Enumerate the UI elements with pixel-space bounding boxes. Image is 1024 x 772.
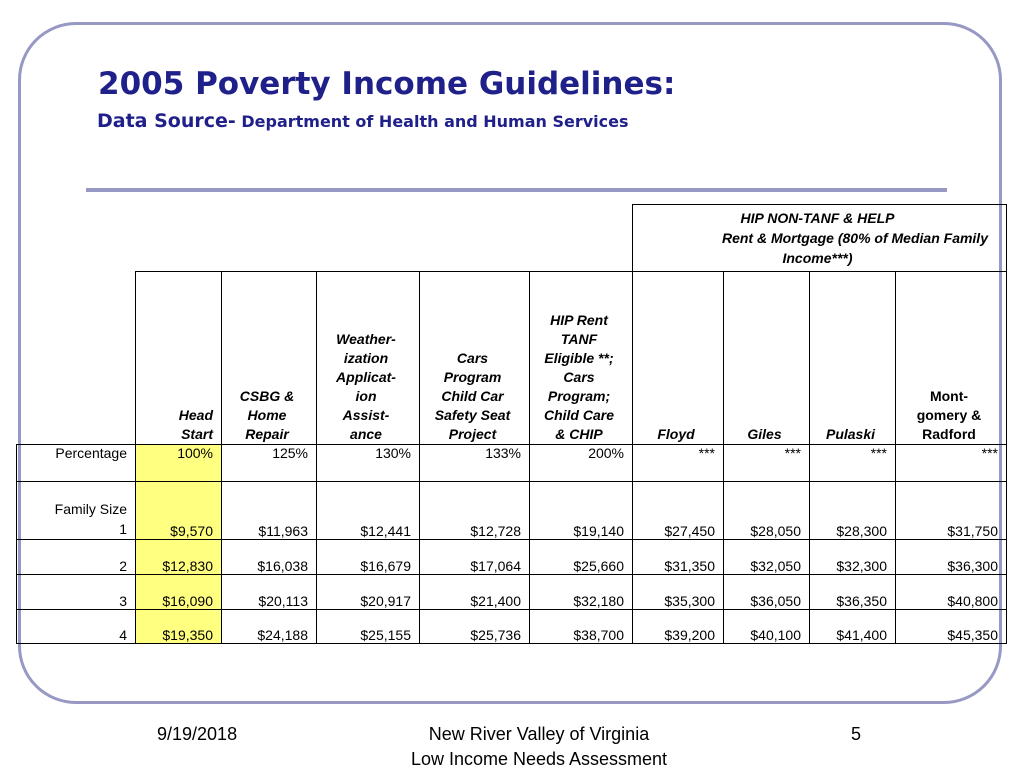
header-line: Cars — [563, 369, 595, 385]
header-line: Radford — [922, 426, 976, 442]
row-label: Percentage — [17, 445, 136, 482]
table-cell: $20,917 — [317, 575, 420, 610]
table-cell: $38,700 — [530, 610, 633, 644]
table-cell: 133% — [420, 445, 530, 482]
table-cell: $28,050 — [724, 482, 810, 540]
header-line: Eligible **; — [544, 350, 614, 366]
table-cell: $32,300 — [810, 540, 896, 575]
table-cell: 125% — [222, 445, 317, 482]
header-line: Child Car — [441, 388, 504, 404]
table-cell: $19,140 — [530, 482, 633, 540]
header-line: & CHIP — [555, 426, 603, 442]
header-line: Applicat- — [336, 369, 396, 385]
table-cell: $12,441 — [317, 482, 420, 540]
table-cell: $20,113 — [222, 575, 317, 610]
table-cell: $21,400 — [420, 575, 530, 610]
table-cell: $25,660 — [530, 540, 633, 575]
col-header-cars-program — [420, 272, 530, 445]
table-cell: $16,090 — [136, 575, 222, 610]
slide-subtitle — [97, 110, 629, 132]
col-header-floyd — [633, 272, 724, 445]
header-line: gomery & — [916, 407, 982, 423]
blank-header-cell — [17, 272, 136, 445]
group-header-row — [17, 205, 1007, 272]
row-label: 2 — [17, 540, 136, 575]
table-cell: $45,350 — [896, 610, 1007, 644]
table-cell: $25,736 — [420, 610, 530, 644]
group-header-hip-non-tanf — [633, 205, 1007, 272]
table-cell: $12,830 — [136, 540, 222, 575]
header-line: Floyd — [657, 426, 695, 442]
table-cell: $32,180 — [530, 575, 633, 610]
table-cell: *** — [633, 445, 724, 482]
table-cell: $16,038 — [222, 540, 317, 575]
footer-title-line: Low Income Needs Assessment — [410, 749, 668, 769]
table-cell: $19,350 — [136, 610, 222, 644]
header-line: Program; — [547, 388, 611, 404]
table-cell: 130% — [317, 445, 420, 482]
table-cell: 100% — [136, 445, 222, 482]
table-cell: $24,188 — [222, 610, 317, 644]
table-cell: $12,728 — [420, 482, 530, 540]
col-header-pulaski — [810, 272, 896, 445]
header-line: Safety Seat — [434, 407, 511, 423]
subtitle-rest: Department of Health and Human Services — [235, 112, 629, 131]
table-cell: $17,064 — [420, 540, 530, 575]
col-header-csbg — [222, 272, 317, 445]
group-header-line: Rent & Mortgage (80% of Median Family — [721, 230, 988, 246]
title-divider — [86, 188, 947, 192]
poverty-guidelines-table — [16, 204, 1007, 644]
blank-header-area — [17, 205, 633, 272]
column-header-row — [17, 272, 1007, 445]
table-cell: *** — [724, 445, 810, 482]
table-cell: *** — [896, 445, 1007, 482]
table-cell: $31,750 — [896, 482, 1007, 540]
table-row — [17, 482, 1007, 540]
col-header-hip-rent-tanf — [530, 272, 633, 445]
header-line: Home — [247, 407, 287, 423]
table-cell: $39,200 — [633, 610, 724, 644]
header-line: CSBG & — [239, 388, 295, 404]
header-line: ization — [343, 350, 389, 366]
table-cell: 200% — [530, 445, 633, 482]
percentage-row — [17, 445, 1007, 482]
group-header-line: Income***) — [782, 250, 853, 266]
table-cell: $16,679 — [317, 540, 420, 575]
page-number: 5 — [851, 724, 862, 744]
header-line: Start — [181, 426, 213, 442]
header-line: Child Care — [543, 407, 614, 423]
header-line: Assist- — [342, 407, 390, 423]
footer-title-line: New River Valley of Virginia — [428, 724, 650, 744]
header-line: TANF — [560, 331, 598, 347]
col-header-montgomery-radford — [896, 272, 1007, 445]
header-line: Cars — [456, 350, 489, 366]
table-row — [17, 610, 1007, 644]
row-label: 3 — [17, 575, 136, 610]
table-cell: $27,450 — [633, 482, 724, 540]
header-line: ion — [355, 388, 377, 404]
group-header-line: HIP NON-TANF & HELP — [740, 210, 895, 226]
table-row — [17, 575, 1007, 610]
header-line: Weather- — [336, 331, 396, 347]
slide-title: 2005 Poverty Income Guidelines: — [98, 66, 676, 102]
header-line: HIP Rent — [550, 312, 608, 328]
table-cell: $36,350 — [810, 575, 896, 610]
header-line: Mont- — [929, 388, 969, 404]
row-label — [17, 482, 136, 540]
header-line: ance — [350, 426, 382, 442]
table-cell: $28,300 — [810, 482, 896, 540]
header-line: Program — [443, 369, 502, 385]
subtitle-lead: Data Source- — [97, 110, 236, 132]
footer-title — [398, 722, 680, 772]
table-cell: *** — [810, 445, 896, 482]
table-cell: $40,800 — [896, 575, 1007, 610]
table-cell: $41,400 — [810, 610, 896, 644]
table-cell: $25,155 — [317, 610, 420, 644]
row-label: 4 — [17, 610, 136, 644]
table-cell: $11,963 — [222, 482, 317, 540]
table-cell: $31,350 — [633, 540, 724, 575]
family-size-label: Family Size — [54, 501, 127, 517]
table-cell: $35,300 — [633, 575, 724, 610]
family-size-value: 1 — [119, 521, 127, 537]
table-cell: $36,300 — [896, 540, 1007, 575]
table-cell: $40,100 — [724, 610, 810, 644]
footer-date: 9/19/2018 — [157, 724, 238, 744]
header-line: Project — [448, 426, 497, 442]
col-header-weatherization — [317, 272, 420, 445]
header-line: Pulaski — [825, 426, 876, 442]
header-line: Repair — [245, 426, 289, 442]
col-header-giles — [724, 272, 810, 445]
table-row — [17, 540, 1007, 575]
header-line: Giles — [747, 426, 782, 442]
table-cell: $32,050 — [724, 540, 810, 575]
table-cell: $36,050 — [724, 575, 810, 610]
col-header-head-start — [136, 272, 222, 445]
header-line: Head — [178, 407, 213, 423]
table-cell: $9,570 — [136, 482, 222, 540]
